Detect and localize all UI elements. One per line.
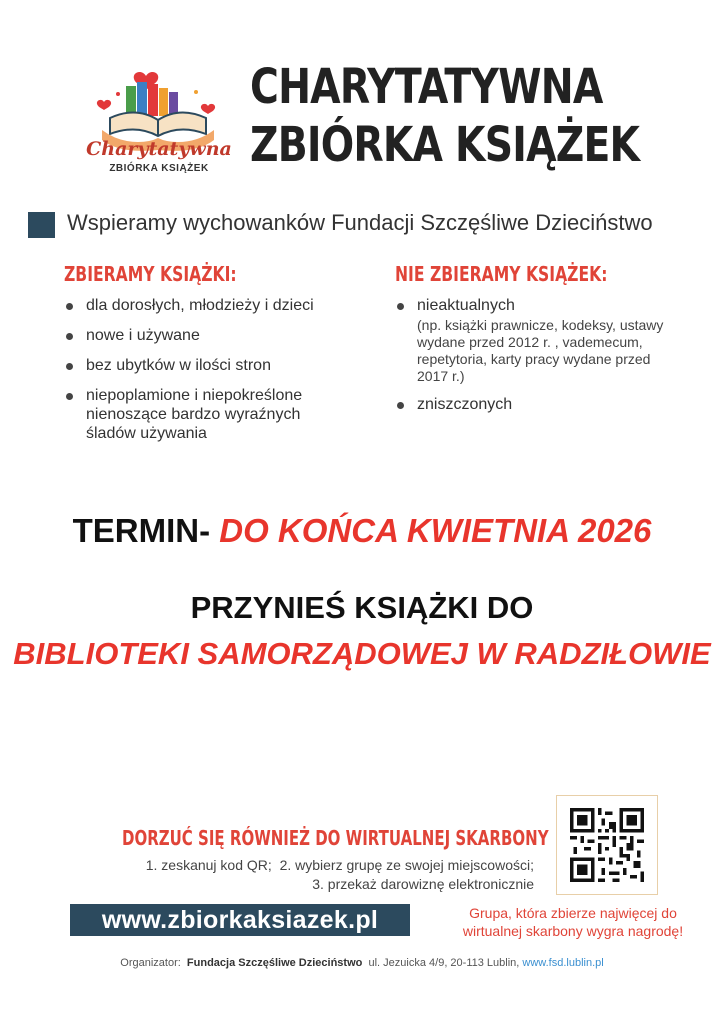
list-item: niepoplamione i niepokreślone nienoszące bardzo wyraźnych śladów używania bbox=[64, 386, 336, 443]
deadline-heading bbox=[0, 512, 724, 550]
list-item: bez ubytków w ilości stron bbox=[64, 356, 364, 375]
main-title-line1: CHARYTATYWNA bbox=[250, 59, 603, 115]
list-item: nowe i używane bbox=[64, 326, 364, 345]
list-item-note: (np. książki prawnicze, kodeksy, ustawy wydane przed 2012 r. , vademecum, repetytoria, karty pracy wydane przed 2017 r.) bbox=[417, 317, 664, 384]
organizer-address: ul. Jezuicka 4/9, 20-113 Lublin, bbox=[368, 957, 520, 969]
square-marker-icon bbox=[28, 212, 55, 238]
notcollect-list bbox=[395, 296, 695, 414]
list-item: dla dorosłych, młodzieży i dzieci bbox=[64, 296, 364, 315]
virtual-steps bbox=[146, 856, 534, 894]
collect-list bbox=[64, 296, 364, 443]
list-item-text: nieaktualnych bbox=[417, 297, 515, 314]
step-1: 1. zeskanuj kod QR; bbox=[145, 857, 272, 873]
bring-line2: BIBLIOTEKI SAMORZĄDOWEJ W RADZIŁOWIE bbox=[13, 636, 711, 671]
virtual-title: DORZUĆ SIĘ RÓWNIEŻ DO WIRTUALNEJ SKARBONY bbox=[122, 826, 549, 850]
deadline-value: DO KOŃCA KWIETNIA 2026 bbox=[219, 512, 652, 549]
list-item bbox=[395, 296, 695, 385]
main-title-line2: ZBIÓRKA KSIĄŻEK bbox=[250, 117, 640, 173]
organizer-website-link[interactable]: www.fsd.lublin.pl bbox=[522, 957, 604, 969]
logo-sub-text: ZBIÓRKA KSIĄŻEK bbox=[109, 163, 209, 174]
step-3: 3. przekaż darowiznę elektronicznie bbox=[312, 876, 534, 892]
logo-script-text: Charytatywna bbox=[86, 138, 232, 160]
website-link[interactable]: www.zbiorkaksiazek.pl bbox=[70, 904, 410, 936]
step-2: 2. wybierz grupę ze swojej miejscowości; bbox=[279, 857, 534, 873]
bring-line1: PRZYNIEŚ KSIĄŻKI DO bbox=[190, 590, 534, 625]
notcollect-section bbox=[395, 262, 695, 414]
deadline-label: TERMIN- bbox=[72, 512, 211, 549]
collect-section bbox=[64, 262, 364, 443]
main-title bbox=[250, 58, 640, 174]
collect-title: ZBIERAMY KSIĄŻKI: bbox=[64, 262, 237, 286]
qr-code-frame bbox=[556, 795, 658, 895]
support-text: Wspieramy wychowanków Fundacji Szczęśliwe Dzieciństwo bbox=[67, 210, 653, 235]
organizer-name: Fundacja Szczęśliwe Dzieciństwo bbox=[186, 957, 363, 969]
prize-text: Grupa, która zbierze najwięcej do wirtualnej skarbony wygra nagrodę! bbox=[462, 905, 684, 939]
organizer-line bbox=[0, 957, 724, 969]
list-item: zniszczonych bbox=[395, 395, 695, 414]
notcollect-title: NIE ZBIERAMY KSIĄŻEK: bbox=[395, 262, 608, 286]
qr-code-icon[interactable] bbox=[570, 808, 644, 882]
organizer-label: Organizator: bbox=[120, 957, 181, 969]
